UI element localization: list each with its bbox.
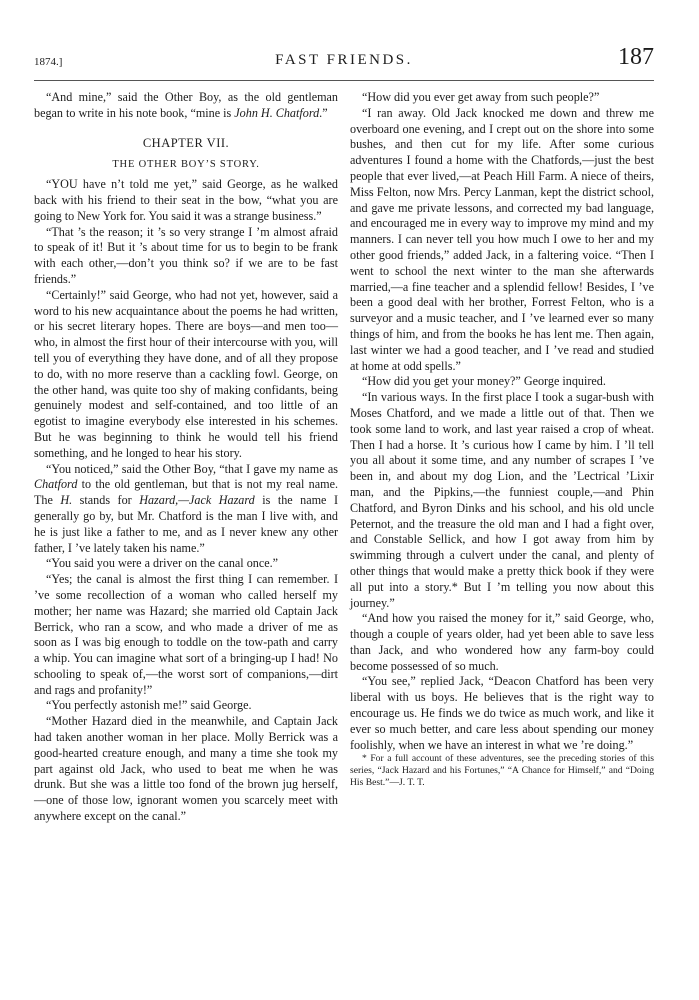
header-title: FAST FRIENDS. [275,52,413,68]
paragraph: “You perfectly astonish me!” said George. [46,698,252,713]
paragraph: “Mother Hazard died in the meanwhile, and Captain Jack had taken another woman in her place. Molly Berrick was a good-hearted creature enough, and many a time she took my part against old Jack, who used to beat me when he was drunk. But she was a little too fond of the brown jug herself,—one of those low, ignorant women you scarcely meet with anywhere except on the canal.” [34,714,338,824]
header-rule [34,80,654,81]
paragraph: “That ’s the reason; it ’s so very strange I ’m almost afraid to speak of it! But it ’s about time for us to begin to be frank with each other,—don’t you think so? if we are to be fast friends.” [34,224,338,286]
paragraph: “And how you raised the money for it,” said George, who, though a couple of years older, had yet been able to save less than Jack, and who wondered how any farm-boy could become possessed of so much. [350,611,654,673]
header-date: 1874.] [34,56,63,68]
paragraph: “YOU have n’t told me yet,” said George, as he walked back with his friend to their seat in the bow, “what you are going to New York for. You said it was a strange business.” [34,177,338,223]
page-number: 187 [618,44,654,70]
paragraph: “In various ways. In the first place I took a sugar-bush with Moses Chatford, and we made a little out of that. Then we took some land to work, and last year raised a crop of wheat. Then I had a horse. It ’s curious how I came by him. I ’ll tell you all about it some time, and any number of scrapes I ’ve been in, and about my dog Lion, and the ’Lectrical ’Lixir man, and the Pipkins,—the funniest couple,—and Phin Chatford, and Byron Dinks and his school, and his old uncle Peternot, and the treasure the old man and I had a fight over, and Constable Sellick, and how I got away from him by swimming through a culvert under the canal, and plenty of other things that would make a pretty thick book if they were all put into a story.* But I ’m telling you now about this journey.” [350,390,654,610]
footnote: * For a full account of these adventures, see the preceding stories of this series, “Jack Hazard and his Fortunes,” “A Chance for Himself,” and “Doing His Best.”—J. T. T. [350,753,654,789]
paragraph: “How did you get your money?” George inquired. [362,374,606,389]
paragraph: “You see,” replied Jack, “Deacon Chatford has been very liberal with us boys. He believes that is the right way to encourage us. He finds we do twice as much work, and like it ever so much better, and care less about spending our money foolishly, when we have an interest in what we ’re doing.” [350,674,654,752]
paragraph: “Yes; the canal is almost the first thing I can remember. I ’ve some recollection of a woman who called herself my mother; her name was Hazard; she married old Captain Jack Berrick, who ran a scow, and who made a driver of me as soon as I was big enough to toddle on the tow-path and carry a whip. You can imagine what sort of a bringing-up I had! No schooling to speak of,—the worst sort of companions,—dirt and rags and profanity!” [34,572,338,697]
chapter-subtitle: THE OTHER BOY’S STORY. [112,159,260,171]
chapter-title: CHAPTER VII. [142,135,230,150]
paragraph: “And mine,” said the Other Boy, as the old gentleman began to write in his note book, “mine is John H. Chatford.” [34,90,338,120]
paragraph: “Certainly!” said George, who had not yet, however, said a word to his new acquaintance about the poems he had written, or his secret literary hopes. There are boys—and men too—who, in almost the first hour of their intercourse with you, will tell you of everything they have done, and of all they propose to do, with no more reserve than a cackling fowl. George, on the other hand, was quite too shy of making confidants, being genuinely modest and self-contained, and too little of an egotist to imagine everybody else interested in his schemes. But he was beginning to think he would tell his friend something, and he longed to hear his story. [34,287,338,460]
paragraph: “How did you ever get away from such people?” [362,90,600,104]
paragraph: “I ran away. Old Jack knocked me down and threw me overboard one evening, and I crept out on the shore into some bushes, and then cut for my life. After some curious adventures I found a home with the Chatfords,—just the best people that ever lived,—at Peach Hill Farm. A niece of theirs, Miss Felton, now Mrs. Percy Lanman, kept the district school, and gave me private lessons, and corrected my bad language, and encouraged me in every way to improve my mind and my manners. I can never tell you how much I owe to her and my other good friends,” added Jack, in a faltering voice. “Then I went to school the next winter to the man she afterwards married,—a fine teacher and a splendid fellow! Besides, I ’ve been a good deal with her brother, Forrest Felton, who is a surveyor and a music teacher, and I ’ve learned ever so many things of him, and from the books he has lent me. Then again, last winter we had a good teacher, and I ’ve read and studied at home at odd spells.” [350,105,654,373]
running-header [34,44,654,78]
left-column [34,90,338,825]
paragraph: “You said you were a driver on the canal once.” [46,556,279,571]
paragraph: “You noticed,” said the Other Boy, “that I gave my name as Chatford to the old gentleman, but that is not my real name. The H. stands for Hazard,—Jack Hazard is the name I generally go by, but Mr. Chatford is the man I live with, and he is just like a father to me, and as I never knew any other father, I ’ve lately taken his name.” [34,461,338,555]
right-column [350,90,654,789]
